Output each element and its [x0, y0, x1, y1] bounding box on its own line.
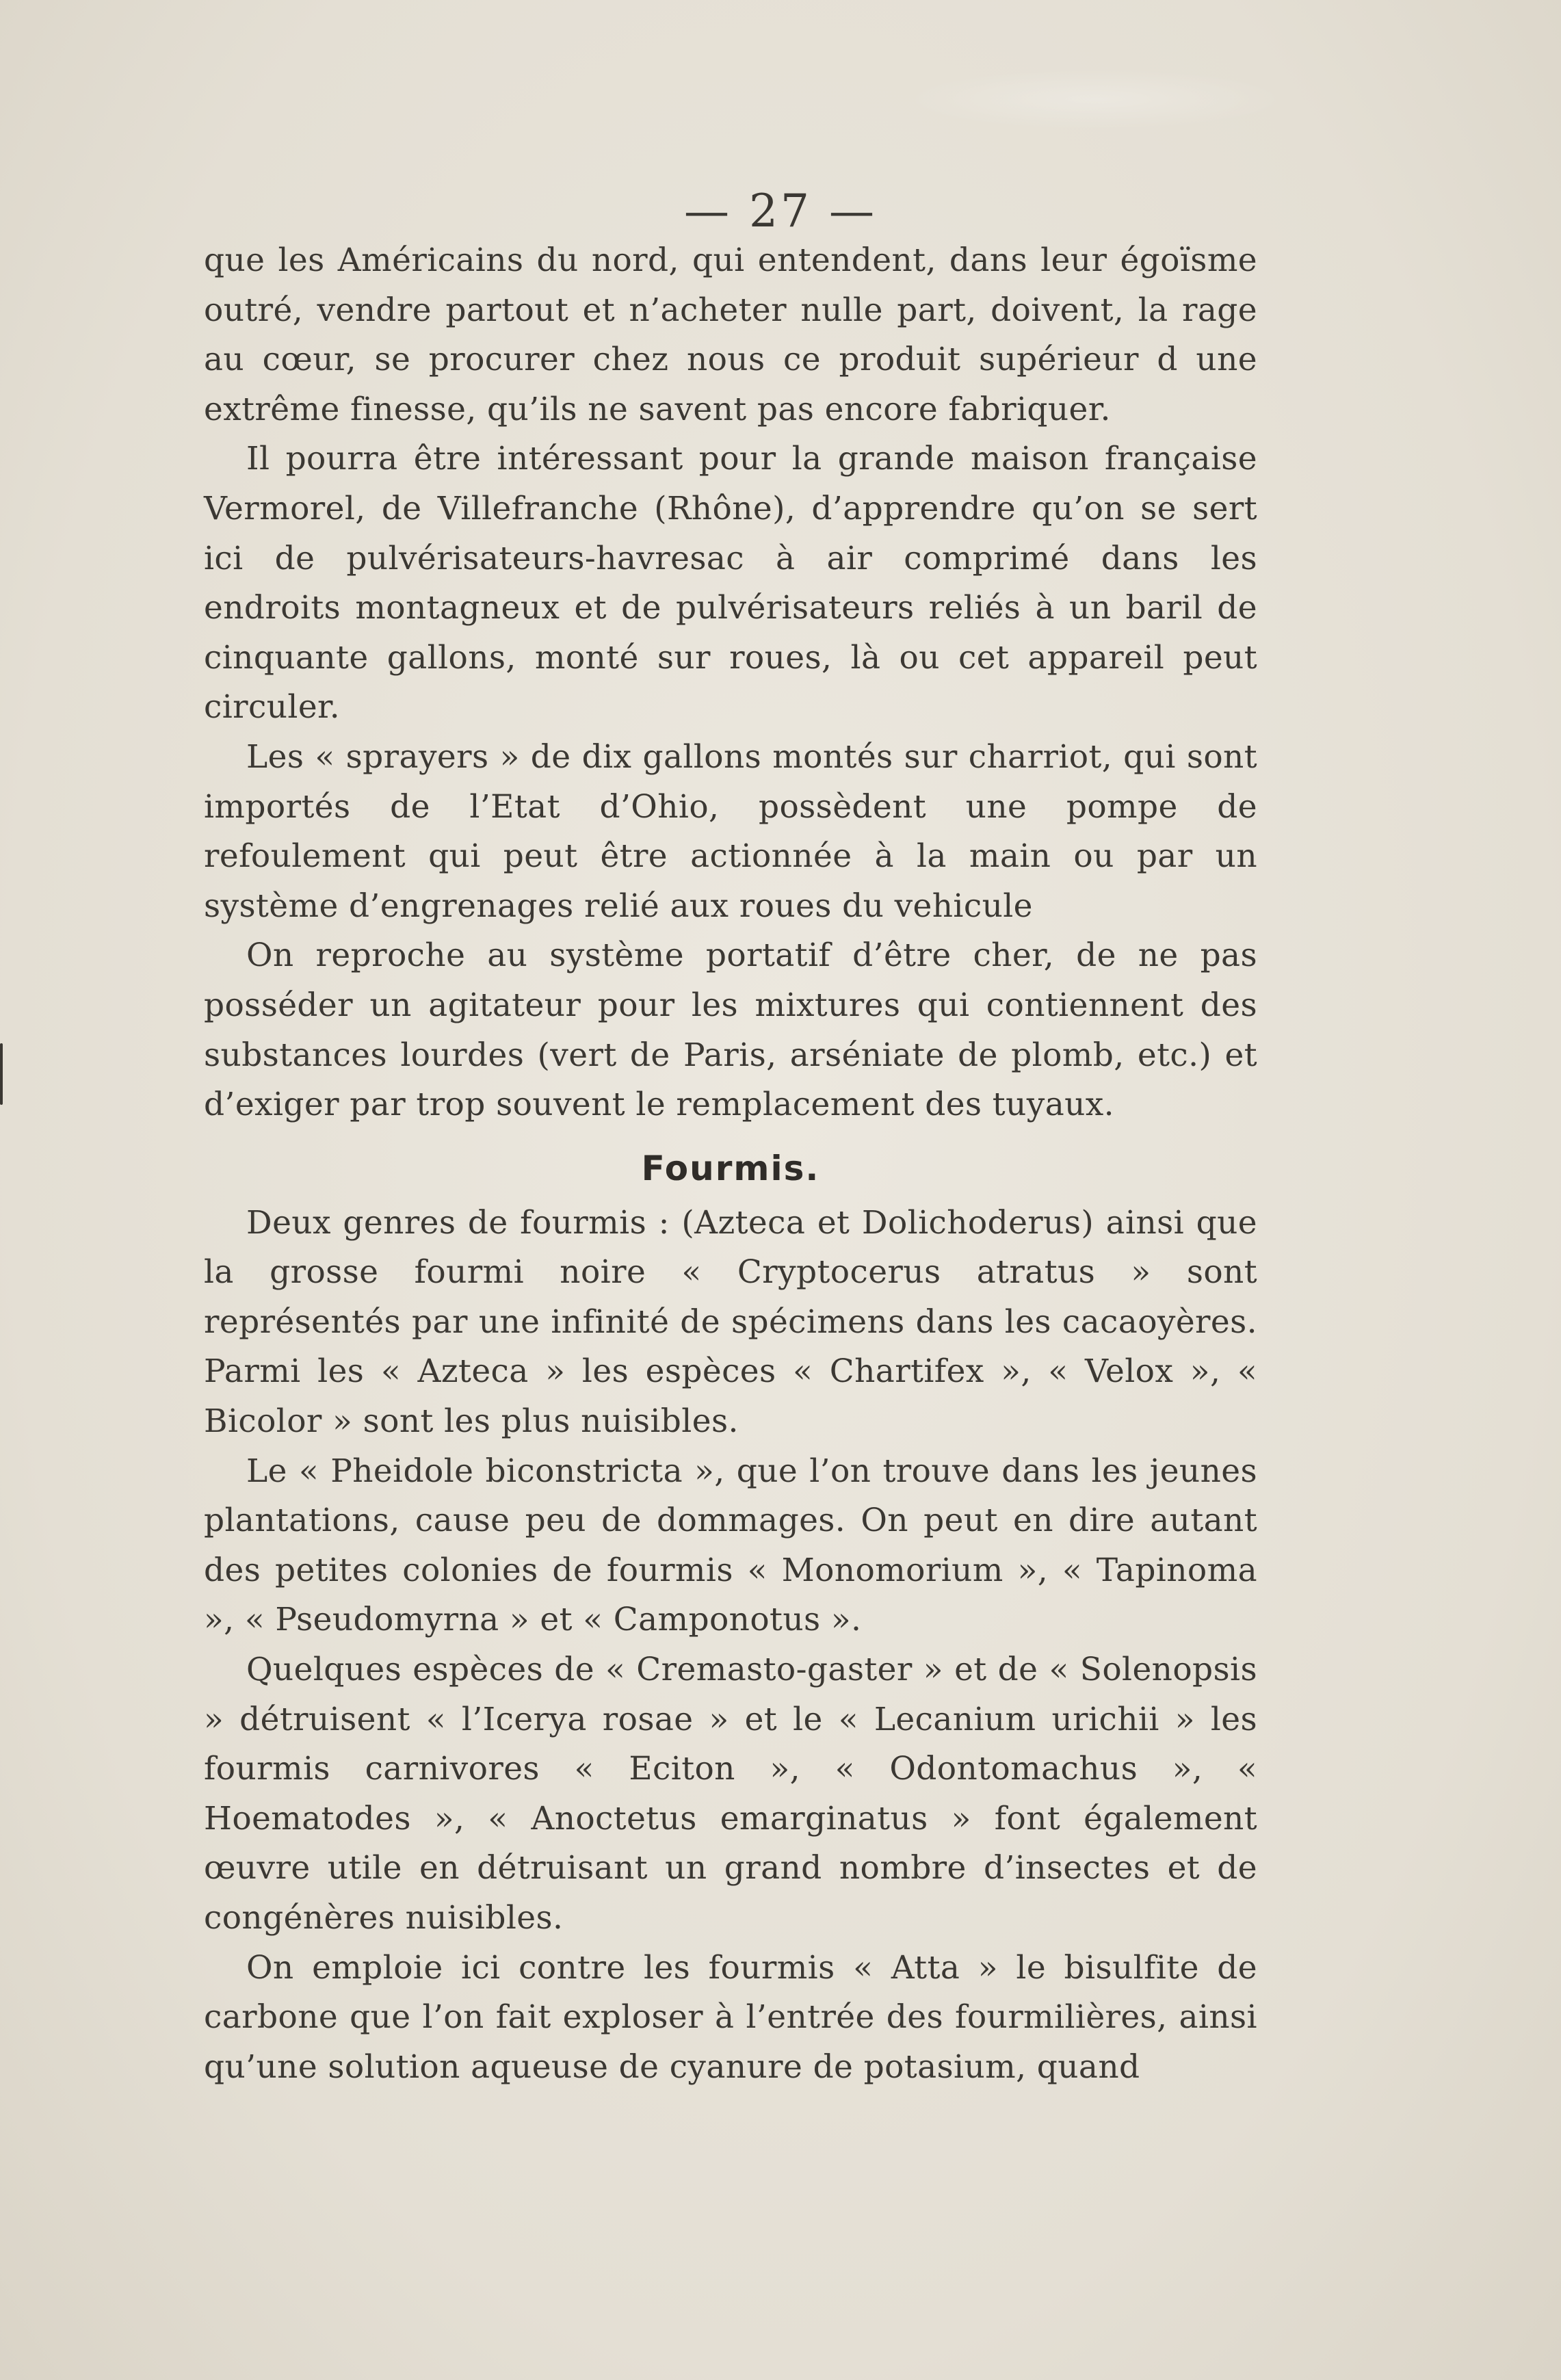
- paragraph-1: que les Américains du nord, qui entendent, dans leur égoïsme outré, vendre partout et n’acheter nulle part, doivent, la rage au cœur, se procurer chez nous ce produit supérieur d une extrême finesse, qu’ils ne savent pas encore fabriquer.: [204, 241, 1257, 428]
- paragraph-5: Deux genres de fourmis : (Azteca et Dolichoderus) ainsi que la grosse fourmi noire « Cryptocerus atratus » sont représentés par une infinité de spécimens dans les cacaoyères. Parmi les « Azteca » les espèces « Chartifex », « Velox », « Bicolor » sont les plus nuisibles.: [204, 1203, 1257, 1441]
- paragraph-4: On reproche au système portatif d’être cher, de ne pas posséder un agitateur pour les mixtures qui contiennent des substances lourdes (vert de Paris, arséniate de plomb, etc.) et d’exiger par trop souvent le remplacement des tuyaux.: [204, 937, 1257, 1124]
- paragraph-6: Le « Pheidole biconstricta », que l’on trouve dans les jeunes plantations, cause peu de dommages. On peut en dire autant des petites colonies de fourmis « Monomorium », « Tapinoma », « Pseudomyrna » et « Camponotus ».: [204, 1452, 1257, 1639]
- embossed-stamp-mark: [904, 68, 1287, 130]
- paragraph-3: Les « sprayers » de dix gallons montés sur charriot, qui sont importés de l’Etat d’Ohio, possèdent une pompe de refoulement qui peut être actionnée à la main ou par un système d’engrenages relié aux roues du vehicule: [204, 737, 1257, 925]
- paragraph-8: On emploie ici contre les fourmis « Atta » le bisulfite de carbone que l’on fait exploser à l’entrée des fourmilières, ainsi qu’une solution aqueuse de cyanure de potasium, quand: [204, 1948, 1257, 2086]
- page-body: [204, 236, 1257, 2092]
- paragraph-2: Il pourra être intéressant pour la grande maison française Vermorel, de Villefranche (Rhône), d’apprendre qu’on se sert ici de pulvérisateurs-havresac à air comprimé dans les endroits montagneux et de pulvérisateurs reliés à un baril de cinquante gallons, monté sur roues, là ou cet appareil peut circuler.: [204, 440, 1257, 727]
- page-edge-mark: [0, 1043, 3, 1105]
- page-number: — 27 —: [684, 185, 877, 237]
- paragraph-7: Quelques espèces de « Cremasto-gaster » et de « Solenopsis » détruisent « l’Icerya rosae » et le « Lecanium urichii » les fourmis carnivores « Eciton », « Odontomachus », « Hoematodes », « Anoctetus emarginatus » font également œuvre utile en détruisant un grand nombre d’insectes et de congénères nuisibles.: [204, 1651, 1257, 1937]
- section-heading-fourmis: Fourmis.: [641, 1148, 820, 1188]
